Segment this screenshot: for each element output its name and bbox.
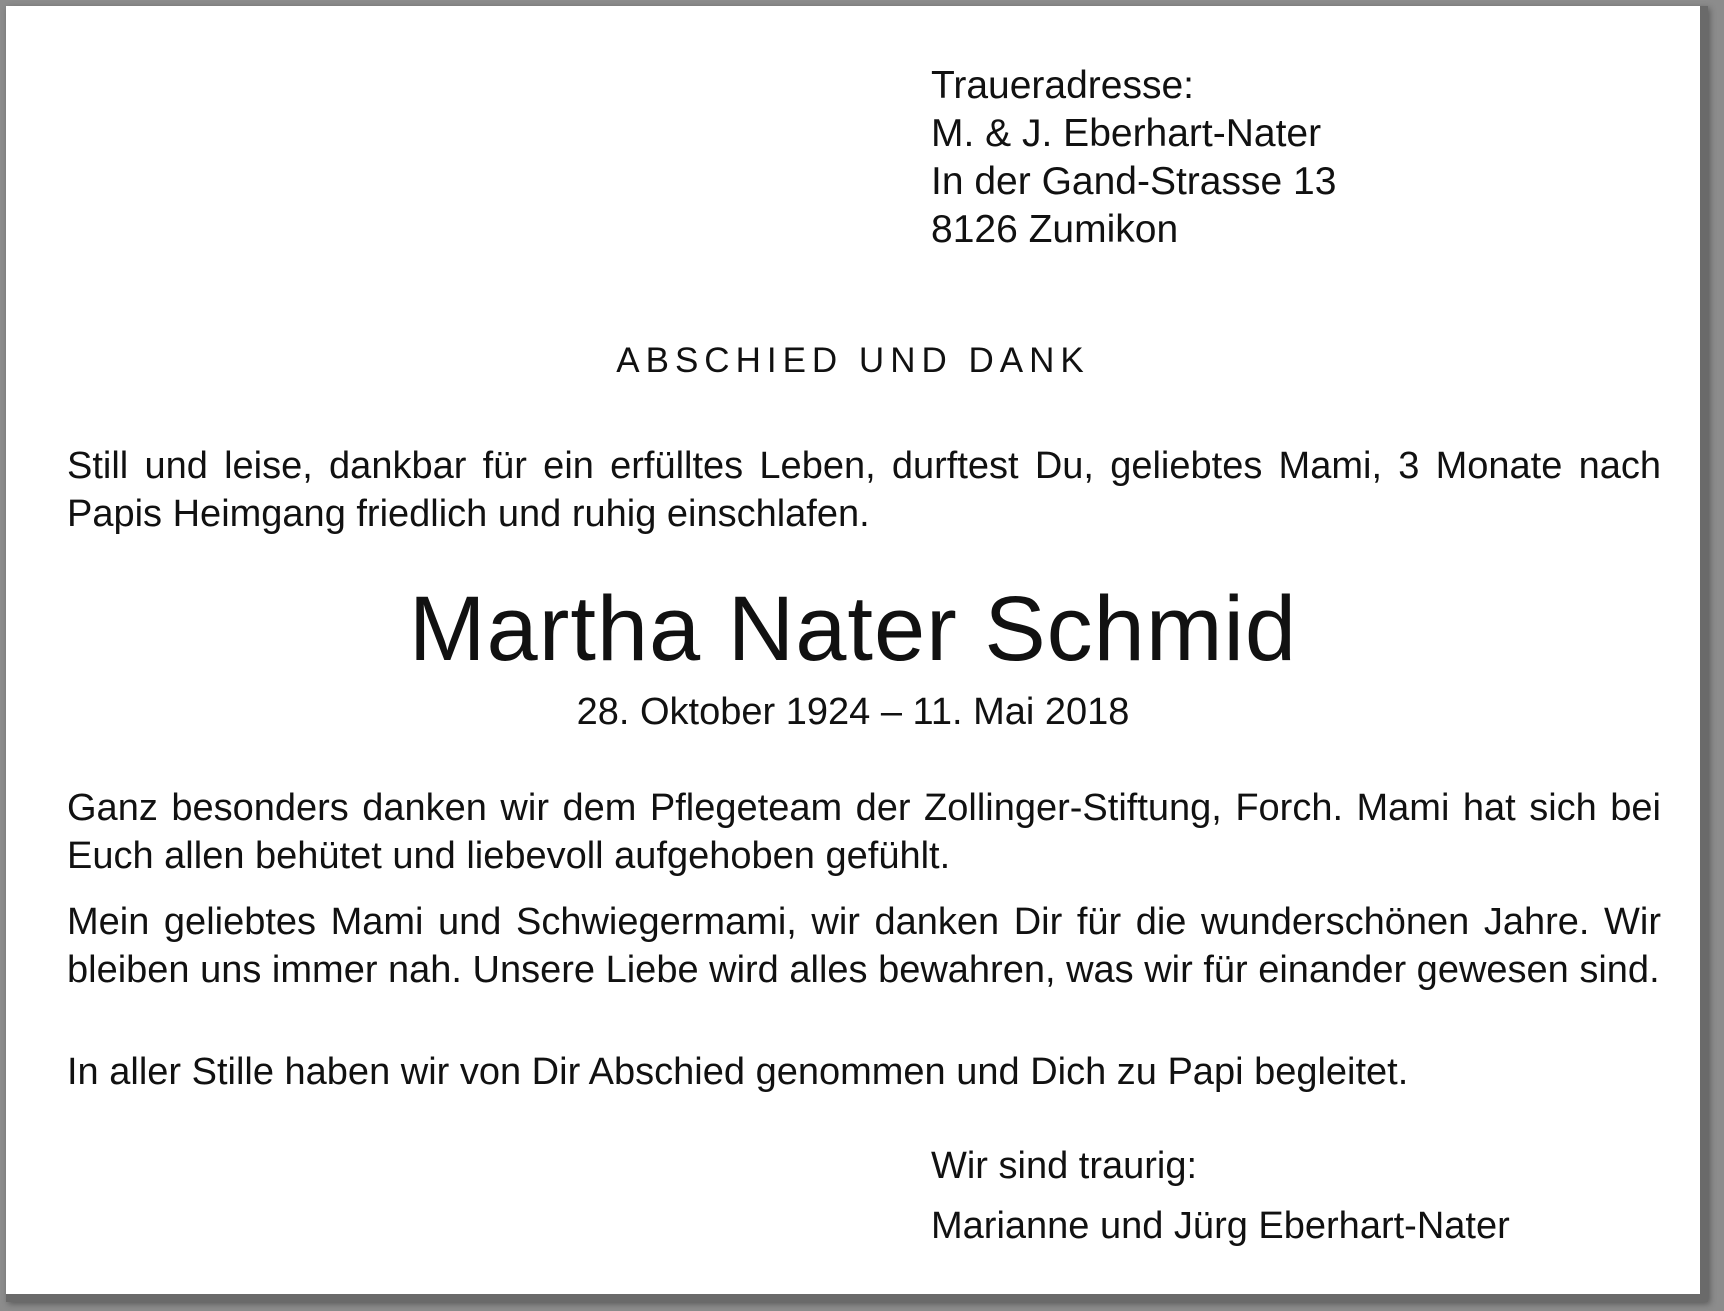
deceased-name: Martha Nater Schmid [408,578,1298,680]
intro-paragraph: Still und leise, dankbar für ein erfülltes Leben, durftest Du, geliebtes Mami, 3 Monate nach Papis Heimgang friedlich und ruhig einschlafen. [67,445,1661,535]
farewell-paragraph: In aller Stille haben wir von Dir Abschied genommen und Dich zu Papi begleitet. [67,1051,1409,1093]
address-street: In der Gand-Strasse 13 [931,160,1337,203]
love-paragraph: Mein geliebtes Mami und Schwiegermami, wir danken Dir für die wunderschönen Jahre. Wir bleiben uns immer nah. Unsere Liebe wird alles bewahren, was wir für einander gewesen sind. [67,901,1661,991]
address-city: 8126 Zumikon [931,208,1179,251]
signatories: Marianne und Jürg Eberhart-Nater [931,1205,1510,1247]
thanks-paragraph: Ganz besonders danken wir dem Pflegeteam der Zollinger-Stiftung, Forch. Mami hat sich bei Euch allen behütet und liebevoll aufgehoben gefühlt. [67,787,1661,877]
notice-heading: ABSCHIED UND DANK [616,341,1090,380]
closing-phrase: Wir sind traurig: [931,1145,1198,1187]
life-dates: 28. Oktober 1924 – 11. Mai 2018 [576,691,1130,733]
address-name: M. & J. Eberhart-Nater [931,112,1322,155]
mourning-address [931,62,1336,254]
obituary-notice [6,6,1708,1302]
address-label: Traueradresse: [931,64,1195,107]
